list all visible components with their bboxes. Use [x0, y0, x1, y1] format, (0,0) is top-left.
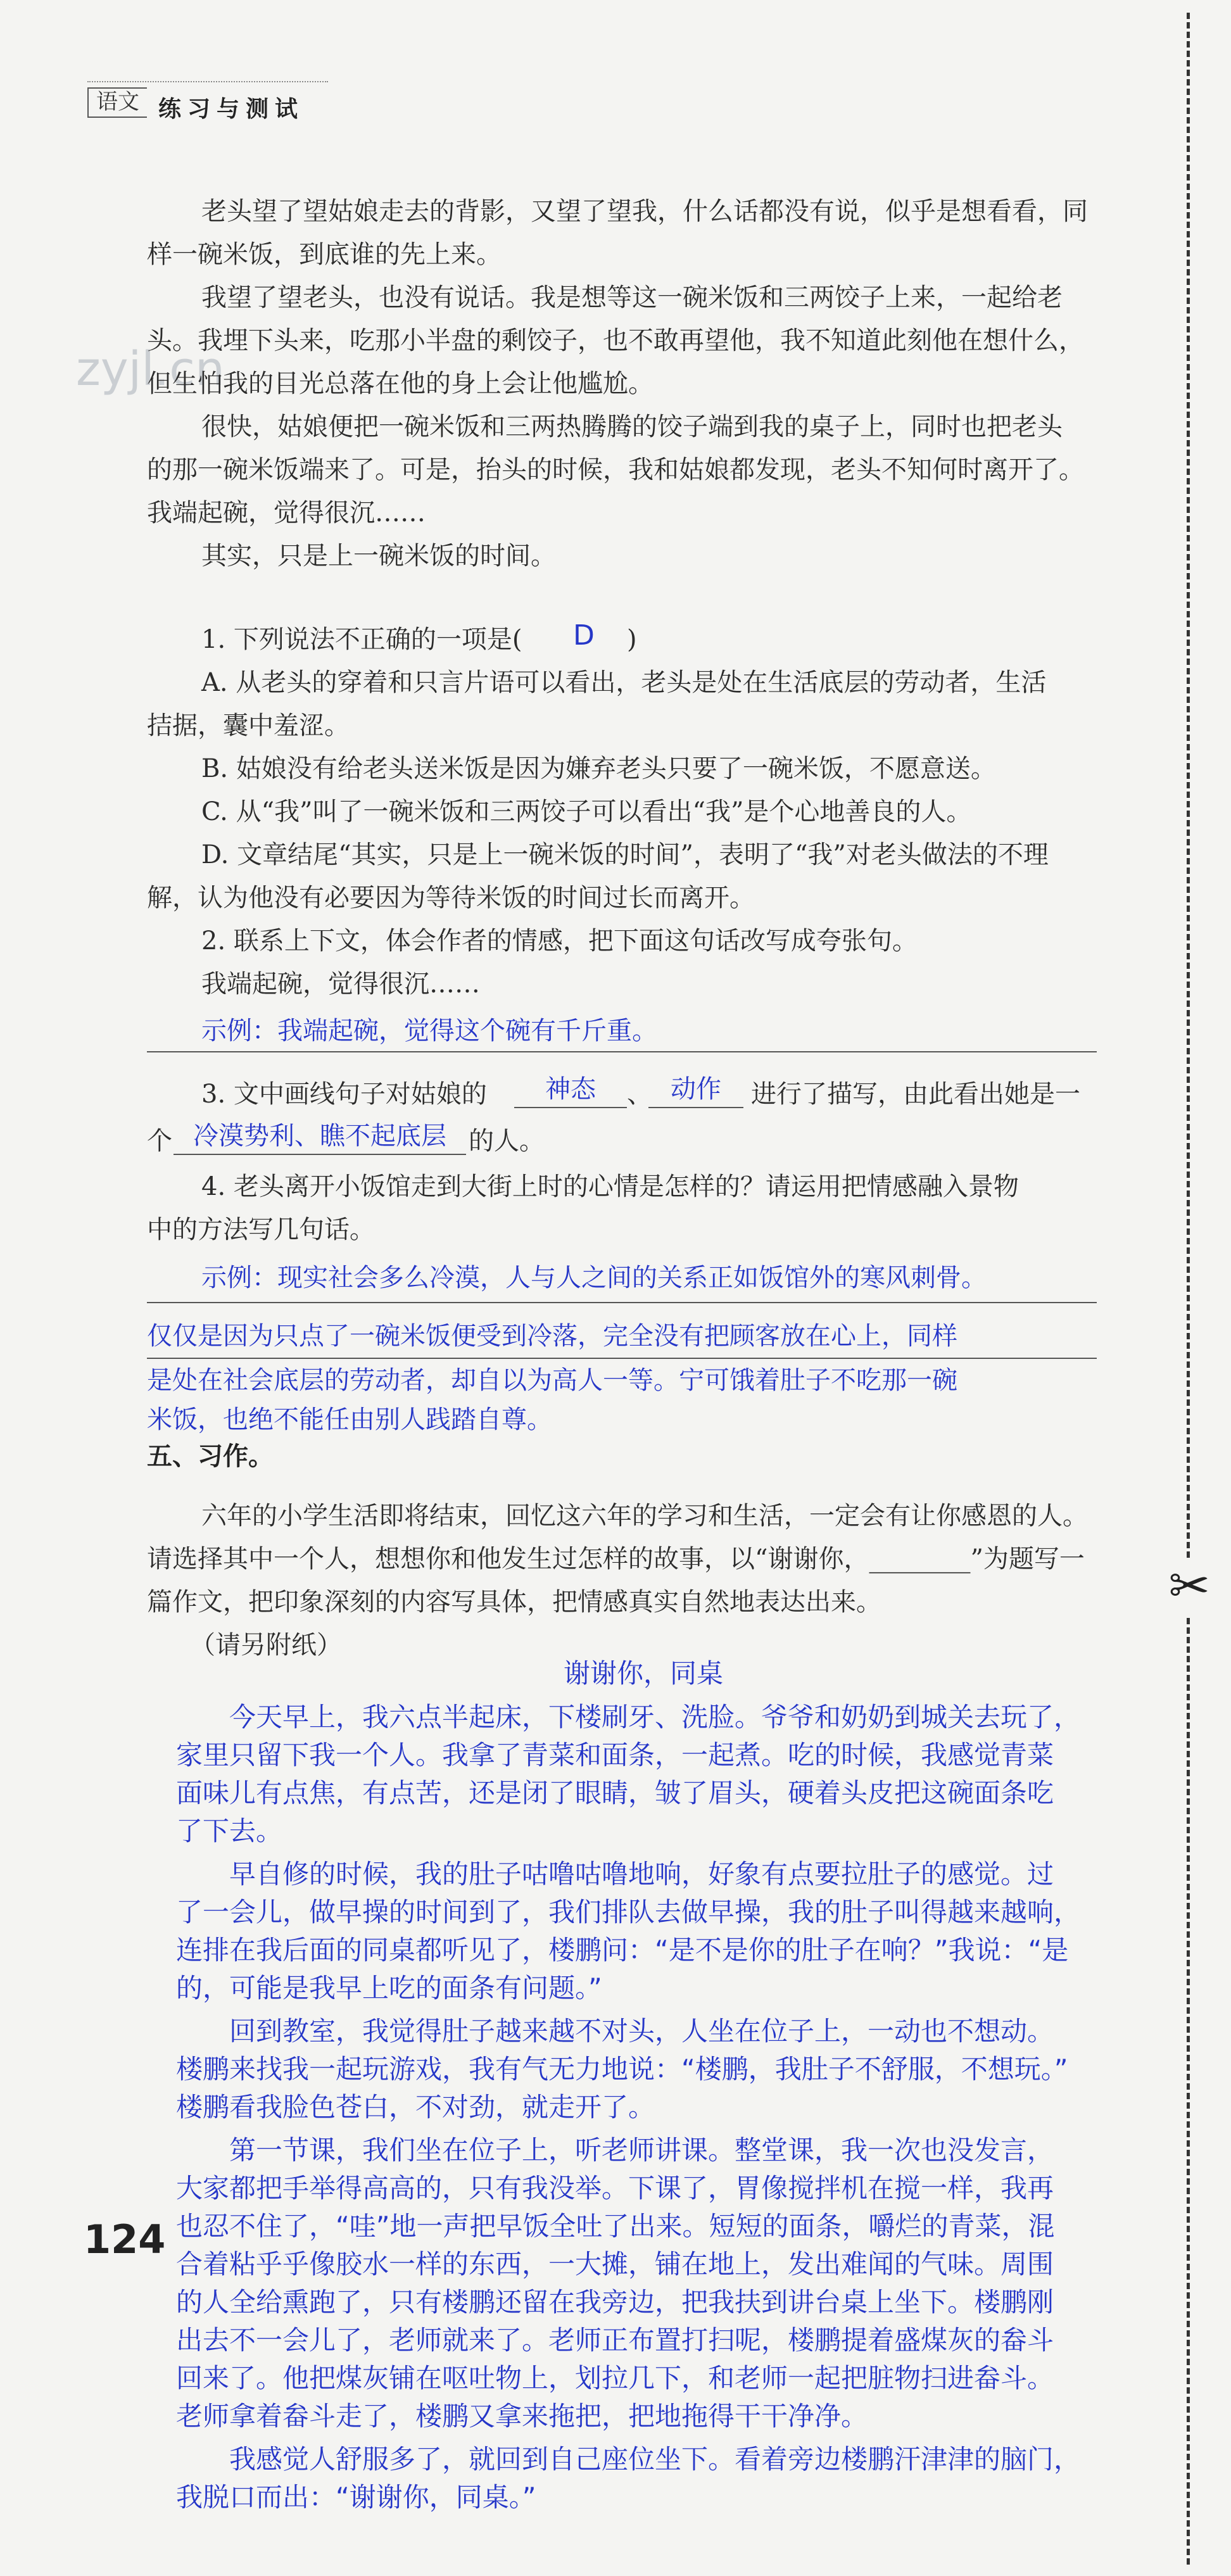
q4-answer-line: 是处在社会底层的劳动者，却自以为高人一等。宁可饿着肚子不吃那一碗 — [147, 1366, 957, 1395]
scissors-icon: ✂ — [1164, 1558, 1215, 1615]
essay-line: 家里只留下我一个人。我拿了青菜和面条，一起煮。吃的时候，我感觉青菜 — [176, 1739, 1054, 1771]
book-title: 练习与测试 — [158, 96, 305, 122]
q4-stem: 中的方法写几句话。 — [147, 1215, 375, 1244]
q2-answer: 示例：我端起碗，觉得这个碗有千斤重。 — [201, 1016, 657, 1045]
q3-blank-1: 神态 — [514, 1071, 627, 1108]
essay-line: 连排在我后面的同桌都听见了，楼鹏问：“是不是你的肚子在响？”我说：“是 — [176, 1935, 1069, 1966]
passage-line: 老头望了望姑娘走去的背影，又望了望我，什么话都没有说，似乎是想看看，同 — [201, 197, 1088, 226]
q4-stem: 4. 老头离开小饭馆走到大街上时的心情是怎样的？请运用把情感融入景物 — [201, 1172, 1019, 1201]
essay-line: 早自修的时候，我的肚子咕噜咕噜地响，好象有点要拉肚子的感觉。过 — [229, 1859, 1054, 1890]
q3-text: 进行了描写，由此看出她是一 — [751, 1080, 1080, 1109]
answer-line — [147, 1051, 1097, 1052]
essay-prompt: 六年的小学生活即将结束，回忆这六年的学习和生活，一定会有让你感恩的人。 — [201, 1501, 1088, 1531]
essay-line: 了一会儿，做早操的时间到了，我们排队去做早操，我的肚子叫得越来越响， — [176, 1897, 1081, 1928]
q1-option: 解，认为他没有必要因为等待米饭的时间过长而离开。 — [147, 883, 755, 912]
q3-blank-2: 动作 — [648, 1071, 743, 1108]
essay-line: 楼鹏来找我一起玩游戏，我有气无力地说：“楼鹏，我肚子不舒服，不想玩。” — [176, 2054, 1068, 2085]
essay-note: （请另附纸） — [190, 1631, 342, 1660]
q4-answer-line: 米饭，也绝不能任由别人践踏自尊。 — [147, 1405, 552, 1434]
essay-line: 我脱口而出：“谢谢你，同桌。” — [176, 2482, 536, 2513]
q3-text: 个 — [147, 1127, 172, 1156]
passage-line: 我端起碗，觉得很沉…… — [147, 498, 426, 527]
q4-answer-line: 示例：现实社会多么冷漠，人与人之间的关系正如饭馆外的寒风刺骨。 — [201, 1263, 987, 1292]
q3-blank-3: 冷漠势利、瞧不起底层 — [174, 1118, 466, 1155]
answer-line — [147, 1302, 1097, 1303]
passage-line: 其实，只是上一碗米饭的时间。 — [201, 541, 556, 571]
q3-text: 3. 文中画线句子对姑娘的 — [201, 1080, 487, 1109]
q1-option: B. 姑娘没有给老头送米饭是因为嫌弃老头只要了一碗米饭，不愿意送。 — [201, 754, 996, 783]
essay-line: 出去不一会儿了，老师就来了。老师正布置打扫呢，楼鹏提着盛煤灰的畚斗 — [176, 2325, 1054, 2356]
essay-title: 谢谢你，同桌 — [564, 1658, 724, 1689]
cut-line — [1187, 13, 1190, 2565]
watermark: zyjl.cn — [76, 342, 225, 396]
passage-line: 我望了望老头，也没有说话。我是想等这一碗米饭和三两饺子上来，一起给老 — [201, 283, 1063, 312]
q3-sep: 、 — [627, 1080, 652, 1109]
essay-line: 今天早上，我六点半起床，下楼刷牙、洗脸。爷爷和奶奶到城关去玩了， — [229, 1702, 1081, 1733]
essay-line: 面味儿有点焦，有点苦，还是闭了眼睛，皱了眉头，硬着头皮把这碗面条吃 — [176, 1777, 1054, 1809]
answer-line — [147, 1358, 1097, 1359]
essay-line: 也忍不住了，“哇”地一声把早饭全吐了出来。短短的面条，嚼烂的青菜，混 — [176, 2211, 1055, 2242]
passage-line: 的那一碗米饭端来了。可是，抬头的时候，我和姑娘都发现，老头不知何时离开了。 — [147, 455, 1084, 484]
q2-stem: 2. 联系上下文，体会作者的情感，把下面这句话改写成夸张句。 — [201, 926, 918, 956]
passage-line: 但生怕我的目光总落在他的身上会让他尴尬。 — [147, 369, 653, 398]
essay-line: 了下去。 — [176, 1815, 283, 1847]
essay-prompt: 请选择其中一个人，想想你和他发生过怎样的故事，以“谢谢你，________”为题写一 — [147, 1544, 1085, 1574]
passage-line: 头。我埋下头来，吃那小半盘的剩饺子，也不敢再望他，我不知道此刻他在想什么， — [147, 326, 1084, 355]
q1-option: C. 从“我”叫了一碗米饭和三两饺子可以看出“我”是个心地善良的人。 — [201, 797, 972, 826]
passage-line: 很快，姑娘便把一碗米饭和三两热腾腾的饺子端到我的桌子上，同时也把老头 — [201, 412, 1063, 441]
page-number: 124 — [84, 2216, 166, 2263]
section-title: 五、习作。 — [147, 1442, 274, 1471]
q1-answer: D — [573, 619, 595, 652]
passage-line: 样一碗米饭，到底谁的先上来。 — [147, 240, 502, 269]
q2-sentence: 我端起碗，觉得很沉…… — [201, 969, 480, 999]
essay-line: 老师拿着畚斗走了，楼鹏又拿来拖把，把地拖得干干净净。 — [176, 2401, 868, 2432]
q1-stem: 1. 下列说法不正确的一项是( — [201, 625, 522, 654]
essay-line: 楼鹏看我脸色苍白，不对劲，就走开了。 — [176, 2092, 655, 2123]
essay-line: 合着粘乎乎像胶水一样的东西，一大摊，铺在地上，发出难闻的气味。周围 — [176, 2249, 1054, 2280]
page-header — [87, 81, 328, 122]
essay-line: 我感觉人舒服多了，就回到自己座位坐下。看着旁边楼鹏汗津津的脑门， — [229, 2444, 1081, 2475]
essay-line: 大家都把手举得高高的，只有我没举。下课了，胃像搅拌机在搅一样，我再 — [176, 2173, 1054, 2204]
q1-option: D. 文章结尾“其实，只是上一碗米饭的时间”，表明了“我”对老头做法的不理 — [201, 840, 1049, 869]
q3-text: 的人。 — [469, 1127, 545, 1156]
subject-tag: 语文 — [87, 87, 147, 118]
essay-line: 回到教室，我觉得肚子越来越不对头，人坐在位子上，一动也不想动。 — [229, 2016, 1054, 2047]
essay-line: 的，可能是我早上吃的面条有问题。” — [176, 1973, 602, 2004]
q1-option: A. 从老头的穿着和只言片语可以看出，老头是处在生活底层的劳动者，生活 — [201, 668, 1047, 697]
essay-line: 的人全给熏跑了，只有楼鹏还留在我旁边，把我扶到讲台桌上坐下。楼鹏刚 — [176, 2287, 1054, 2318]
essay-line: 回来了。他把煤灰铺在呕吐物上，划拉几下，和老师一起把脏物扫进畚斗。 — [176, 2363, 1054, 2394]
q4-answer-line: 仅仅是因为只点了一碗米饭便受到冷落，完全没有把顾客放在心上，同样 — [147, 1322, 957, 1351]
q1-option: 拮据，囊中羞涩。 — [147, 711, 350, 740]
q1-stem-end: ) — [627, 625, 637, 654]
essay-line: 第一节课，我们坐在位子上，听老师讲课。整堂课，我一次也没发言， — [229, 2135, 1054, 2166]
essay-prompt: 篇作文，把印象深刻的内容写具体，把情感真实自然地表达出来。 — [147, 1588, 881, 1617]
